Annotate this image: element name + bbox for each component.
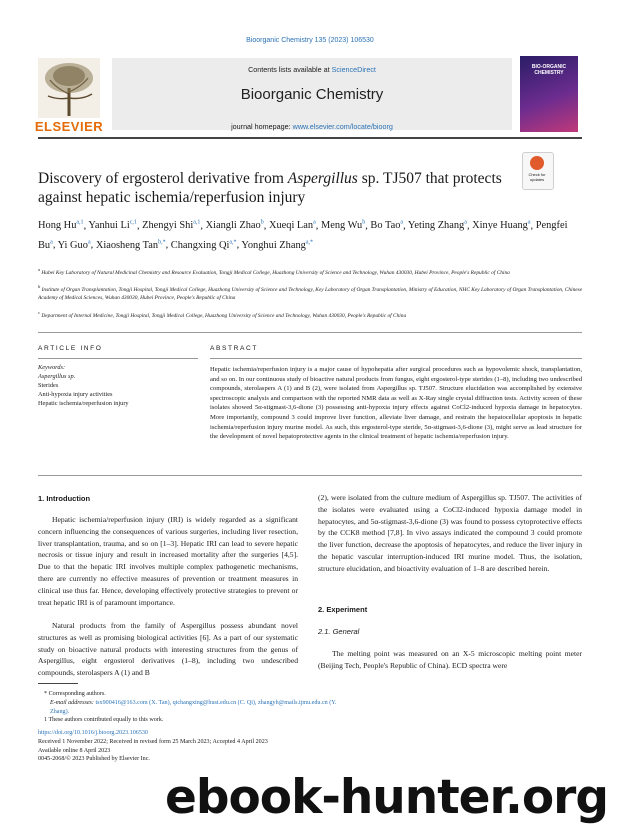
abstract-heading: ABSTRACT [210, 345, 258, 352]
author-name-text: Zhengyi Shi [142, 220, 194, 232]
affiliation-sup: c [38, 310, 40, 315]
author-name-text: Yanhui Li [88, 220, 130, 232]
affiliation-text: Hubei Key Laboratory of Natural Medicinal Chemistry and Resource Evaluation, Tongji Medical College, Huazhong University of Science and Technology, Wuhan 430030, Hubei Province, People's Republic of China [41, 269, 510, 276]
footnotes [38, 690, 338, 725]
sciencedirect-link[interactable]: ScienceDirect [331, 65, 376, 74]
elsevier-logo-text: ELSEVIER [34, 119, 104, 134]
right-paragraph-1: (2), were isolated from the culture medium of Aspergillus sp. TJ507. The activities of the isolates were evaluated using a CoCl2-induced hypoxia damage model in hepatocytes, and 5α-stigmast-3,6-dione (3) was found to possess cytoprotective effects by the CCK8 method [7,8]. In vivo assays indicated the compound 3 could promote the liver function, decrease the apoptosis of hepatocytes, and reduce the liver injury in the hepatic vascular interruption-induced IRI murine model. Thus, the isolation, structure elucidation, and bioactivity evaluation of 1–8 are described herein. [318, 493, 582, 573]
contents-prefix: Contents lists available at [248, 65, 330, 74]
author-name-text: Xinye Huang [472, 220, 528, 232]
affiliation-a [38, 266, 583, 277]
author-affiliation-sup[interactable]: a [400, 220, 404, 226]
author-name[interactable] [472, 220, 530, 231]
title-italic: Aspergillus [287, 170, 358, 187]
author-name-text: Bo Tao [370, 220, 401, 232]
author-name-text: Xueqi Lan [268, 220, 314, 232]
journal-homepage [112, 122, 512, 131]
intro-paragraph-2: Natural products from the family of Aspergillus possess abundant novel structures as well as promising biological activities [6]. As a part of our systematic study on bioactive natural products with interesting structures from the genus of Aspergillus, eight ergosterol derivatives (1–8), including two undescribed compounds, sterolaspers A (1) and B [38, 621, 298, 678]
author-affiliation-sup[interactable]: c,1 [129, 220, 137, 226]
author-name-text: Changxing Qi [170, 239, 230, 251]
corresponding-note: * Corresponding authors. [44, 691, 106, 697]
equal-contribution-note: 1 These authors contributed equally to this work. [44, 717, 164, 724]
journal-cover-title: BIO-ORGANIC CHEMISTRY [531, 64, 567, 76]
author-name[interactable] [241, 240, 313, 251]
author-name[interactable] [321, 220, 365, 231]
affiliation-sup: b [38, 284, 41, 289]
author-affiliation-sup[interactable]: a,* [305, 239, 314, 246]
author-name[interactable] [370, 220, 403, 231]
header-divider [38, 137, 582, 139]
journal-citation[interactable]: Bioorganic Chemistry 135 (2023) 106530 [246, 37, 374, 44]
author-name[interactable] [206, 220, 264, 231]
abstract-rule [210, 358, 582, 359]
author-affiliation-sup[interactable]: a,1 [193, 220, 201, 226]
author-affiliation-sup[interactable]: a,1 [76, 220, 84, 226]
keywords-label: Keywords: [38, 364, 66, 371]
title-part2: sp. TJ507 that protects against hepatic ischemia/reperfusion injury [38, 170, 502, 206]
title-part1: Discovery of ergosterol derivative from [38, 170, 288, 187]
author-affiliation-sup[interactable]: b [260, 220, 264, 226]
affiliation-b [38, 283, 583, 302]
abstract-text: Hepatic ischemia/reperfusion injury is a major cause of hypohepatia after surgical procedures such as hypovolemic shock, transplantation, and so on. In our continuous study of bioactive natural products from fungus, eight ergosterol-type sterides (1–8), including two undescribed compounds, sterolaspers A (1) and B (2), were isolated from Aspergillus sp. TJ507. Structure elucidation was accomplished by extensive spectroscopic analysis and comparison with the reported NMR data as well as X-Ray single crystal diffraction tests. Activity screen of these isolates showed 5α-stigmast-3,6-dione (3) possessing anti-hypoxia injury effects against CoCl2-induced hypoxia damage in hepatocytes. More importantly, compound 3 could improve liver function, alleviate liver damage, and restrain the hepatocellular apoptosis in hepatic ischemia/reperfusion injury murine model. As such, this ergosterol-type steride, 5α-stigmast-3,6-dione (3), might serve as lead structure for the development of novel hepatoprotective agents in the clinical treatment of hepatic ischemia/reperfusion injury. [210, 366, 582, 441]
author-affiliation-sup[interactable]: a [464, 220, 467, 226]
homepage-link[interactable]: www.elsevier.com/locate/bioorg [292, 122, 393, 131]
general-heading: 2.1. General [318, 627, 360, 636]
author-affiliation-sup[interactable]: a [527, 220, 531, 226]
author-name-text: Xiaosheng Tan [95, 239, 159, 251]
received-dates: Received 1 November 2022; Received in revised form 25 March 2023; Accepted 4 April 2023 [38, 738, 268, 745]
article-title [38, 169, 508, 207]
contents-availability [112, 65, 512, 74]
publication-info [38, 729, 438, 764]
author-name[interactable] [408, 220, 467, 231]
author-name[interactable] [96, 240, 166, 251]
keyword-item: Sterides [38, 382, 59, 389]
affiliation-text: Institute of Organ Transplantation, Tongji Hospital, Tongji Medical College, Huazhong University of Science and Technology, Key Laboratory of Organ Transplantation, Ministry of Education, NHC Key Laboratory of Organ Transplantation, Chinese Academy of Medical Sciences, Wuhan 430030, Hubei Province, People's Republic of China [38, 286, 583, 301]
email-addresses[interactable]: tsx900416@163.com (X. Tan), qichangxing@hust.edu.cn (C. Qi), zhangyh@mails.tjmu.edu.cn (Y. Zhang). [50, 699, 337, 715]
keyword-item: Hepatic ischemia/reperfusion injury [38, 400, 129, 407]
author-name[interactable] [269, 220, 316, 231]
author-name-text: Pengfei Bu [38, 220, 568, 251]
author-name-text: Xiangli Zhao [205, 220, 261, 232]
author-name[interactable] [88, 220, 137, 231]
author-affiliation-sup[interactable]: a [87, 239, 91, 246]
check-updates-icon [530, 156, 544, 170]
abstract-bottom-rule [38, 475, 582, 476]
article-info-heading: ARTICLE INFO [38, 345, 103, 352]
section-divider [38, 332, 582, 333]
author-name-text: Meng Wu [320, 220, 363, 232]
right-paragraph-2: The melting point was measured on an X-5 microscopic melting point meter (Beijing Tech, People's Republic of China). ECD spectra were [318, 649, 582, 670]
footnote-rule [38, 683, 78, 684]
author-affiliation-sup[interactable]: b,* [158, 239, 166, 246]
intro-paragraph-1: Hepatic ischemia/reperfusion injury (IRI) is widely regarded as a significant concern influencing the consequences of various surgeries, including liver resection, liver transplantation, trauma, and so on [1–3]. Hepatic IRI can lead to severe hepatic necrosis or tissue injury and result in increased mortality after the surgeries [4,5]. Due to that the hepatic IRI involves multiple complex pathogenetic mechanisms, there are currently no effective measures of prevention or treatment measures in clinical use thus far. Hence, developing effectively protective strategies to prevent or treat hepatic IRI is of paramount importance. [38, 515, 298, 607]
watermark: ebook-hunter.org [164, 770, 608, 825]
affiliation-c [38, 309, 583, 320]
homepage-prefix: journal homepage: [231, 122, 291, 131]
article-info-rule [38, 358, 198, 359]
affiliation-sup: a [38, 267, 40, 272]
introduction-heading: 1. Introduction [38, 494, 91, 503]
author-name[interactable] [142, 220, 200, 231]
online-date: Available online 8 April 2023 [38, 747, 111, 754]
author-name[interactable] [38, 220, 84, 231]
email-line [38, 699, 338, 717]
check-updates-label: Check for updates [528, 172, 546, 182]
author-affiliation-sup[interactable]: b [362, 220, 366, 226]
author-affiliation-sup[interactable]: a,* [229, 239, 237, 246]
author-name[interactable] [58, 240, 91, 251]
copyright: 0045-2068/© 2023 Published by Elsevier Inc. [38, 756, 150, 763]
author-name-text: Hong Hu [38, 220, 77, 232]
experiment-heading: 2. Experiment [318, 605, 368, 614]
author-name-text: Yonghui Zhang [241, 239, 306, 251]
author-affiliation-sup[interactable]: a [50, 239, 53, 246]
keyword-item: Aspergillus sp. [38, 373, 76, 380]
affiliation-text: Department of Internal Medicine, Tongji Hospital, Tongji Medical College, Huazhong University of Science and Technology, Wuhan 430030, People's Republic of China [41, 312, 407, 319]
author-name-text: Yi Guo [57, 239, 88, 251]
author-name-text: Yeting Zhang [407, 220, 465, 232]
author-affiliation-sup[interactable]: a [313, 220, 316, 226]
author-list: Hong Hu$^{a,1}$, Yanhui Li$^{c,1}$, Zhengyi Shi$^{a,1}$, Xiangli Zhao$^b$, Xueqi Lan$^a$, Meng Wu$^b$, Bo Tao$^a$, Yeting Zhang$^a$, Xinye Huang$^a$, Pengfei Bu$^a$, Yi Guo$^a$, Xiaosheng Tan$^{b,*}$, Changxing $Qi^{a,*}$, Yonghui Zhang$^{a,*}$ [38, 220, 568, 251]
keywords-block [38, 363, 198, 408]
author-name[interactable] [171, 240, 237, 251]
email-label: E-mail addresses: [50, 699, 94, 706]
keyword-item: Anti-hypoxia injury activities [38, 391, 113, 398]
doi-link[interactable]: https://doi.org/10.1016/j.bioorg.2023.106530 [38, 730, 148, 736]
journal-title: Bioorganic Chemistry [240, 86, 384, 103]
